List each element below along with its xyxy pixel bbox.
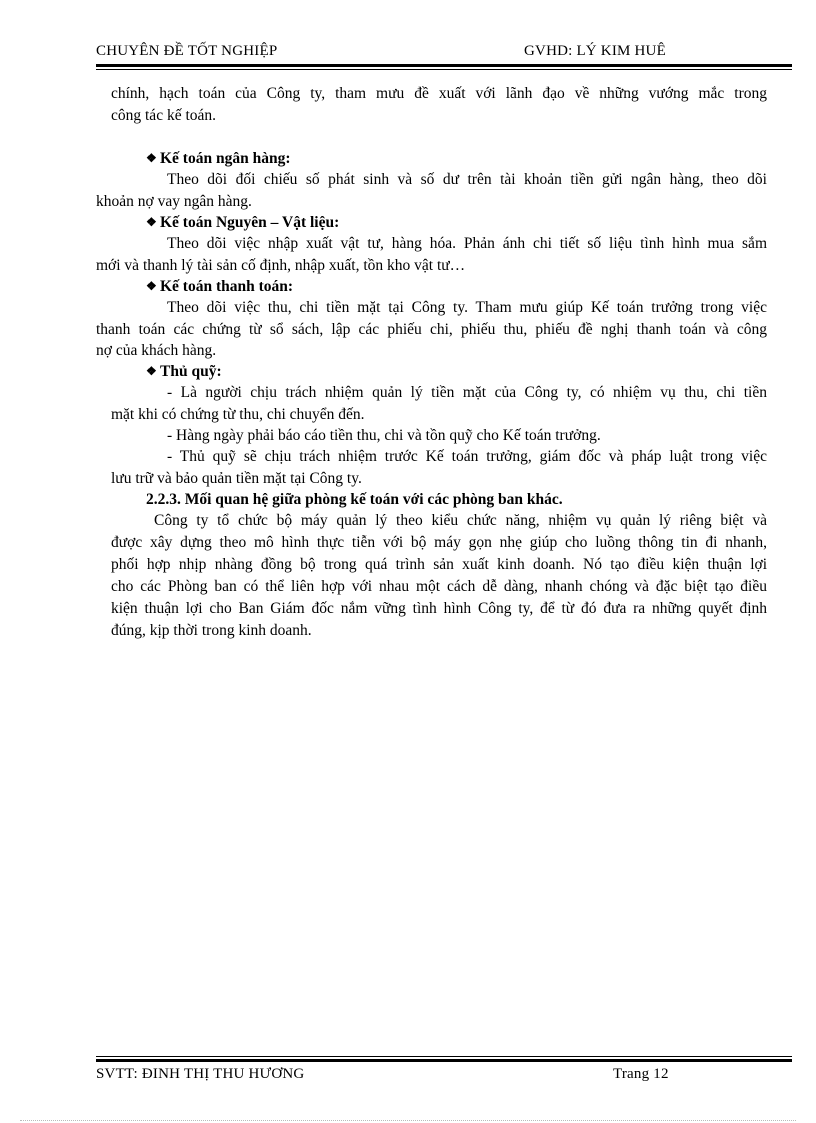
header-rule-thick xyxy=(96,64,792,67)
header-title: CHUYÊN ĐỀ TỐT NGHIỆP xyxy=(96,43,278,59)
section-heading xyxy=(146,148,291,169)
diamond-bullet-icon: ❖ xyxy=(146,151,157,165)
paragraph-line: - Thủ quỹ sẽ chịu trách nhiệm trước Kế toán trưởng, giám đốc và pháp luật trong việc xyxy=(167,448,767,465)
footer-rule-thin xyxy=(96,1056,792,1057)
paragraph-line: công tác kế toán. xyxy=(111,107,217,124)
paragraph-line: đúng, kịp thời trong kinh doanh. xyxy=(111,622,312,639)
section-heading xyxy=(146,276,293,297)
header-rule-thin xyxy=(96,69,792,70)
page-edge-divider xyxy=(20,1120,796,1121)
section-title: Kế toán Nguyên – Vật liệu: xyxy=(160,214,340,231)
paragraph-line: - Hàng ngày phải báo cáo tiền thu, chi và tồn quỹ cho Kế toán trưởng. xyxy=(167,427,601,444)
footer-rule-thick xyxy=(96,1059,792,1062)
paragraph-line: nợ của khách hàng. xyxy=(96,342,217,359)
diamond-bullet-icon: ❖ xyxy=(146,364,157,378)
paragraph-line: Theo dõi việc nhập xuất vật tư, hàng hóa. Phản ánh chi tiết số liệu tình hình mua sắm xyxy=(167,235,767,252)
paragraph-line: được xây dựng theo mô hình thực tiễn với bộ máy gọn nhẹ giúp cho luồng thông tin đi nhanh, xyxy=(111,534,767,551)
paragraph-line: thanh toán các chứng từ sổ sách, lập các phiếu chi, phiếu thu, phiếu đề nghị thanh toán và công xyxy=(96,321,767,338)
paragraph-line: mặt khi có chứng từ thu, chi chuyển đến. xyxy=(111,406,365,423)
paragraph-line: cho các Phòng ban có thể liên hợp với nhau một cách dễ dàng, nhanh chóng và đặc biệt tạo điều xyxy=(111,578,767,595)
paragraph-line: - Là người chịu trách nhiệm quản lý tiền mặt của Công ty, có nhiệm vụ thu, chi tiền xyxy=(167,384,767,401)
paragraph-line: Theo dõi đối chiếu số phát sinh và số dư trên tài khoản tiền gửi ngân hàng, theo dõi xyxy=(167,171,767,188)
paragraph-line: khoản nợ vay ngân hàng. xyxy=(96,193,252,210)
section-heading xyxy=(146,361,222,382)
footer-student: SVTT: ĐINH THỊ THU HƯƠNG xyxy=(96,1066,305,1082)
paragraph-line: chính, hạch toán của Công ty, tham mưu đề xuất với lãnh đạo về những vướng mắc trong xyxy=(111,85,767,102)
section-title: Kế toán ngân hàng: xyxy=(160,150,291,167)
header-advisor: GVHD: LÝ KIM HUÊ xyxy=(524,43,666,59)
paragraph-line: phối hợp nhịp nhàng đồng bộ trong quá trình sản xuất kinh doanh. Nó tạo điều kiện thuận lợi xyxy=(111,556,767,573)
section-heading xyxy=(146,212,339,233)
page-number: Trang 12 xyxy=(613,1066,669,1082)
paragraph-line: kiện thuận lợi cho Ban Giám đốc nắm vững tình hình Công ty, để từ đó đưa ra những quyết định xyxy=(111,600,767,617)
paragraph-line: Theo dõi việc thu, chi tiền mặt tại Công ty. Tham mưu giúp Kế toán trưởng trong việc xyxy=(167,299,767,316)
paragraph-line: Công ty tổ chức bộ máy quản lý theo kiểu chức năng, nhiệm vụ quản lý riêng biệt và xyxy=(154,512,767,529)
paragraph-line: mới và thanh lý tài sản cố định, nhập xuất, tồn kho vật tư… xyxy=(96,257,466,274)
section-title: Kế toán thanh toán: xyxy=(160,278,294,295)
diamond-bullet-icon: ❖ xyxy=(146,215,157,229)
section-title: Thủ quỹ: xyxy=(160,363,222,380)
paragraph-line: lưu trữ và bảo quản tiền mặt tại Công ty. xyxy=(111,470,362,487)
diamond-bullet-icon: ❖ xyxy=(146,279,157,293)
subsection-heading: 2.2.3. Mối quan hệ giữa phòng kế toán với các phòng ban khác. xyxy=(146,491,563,508)
